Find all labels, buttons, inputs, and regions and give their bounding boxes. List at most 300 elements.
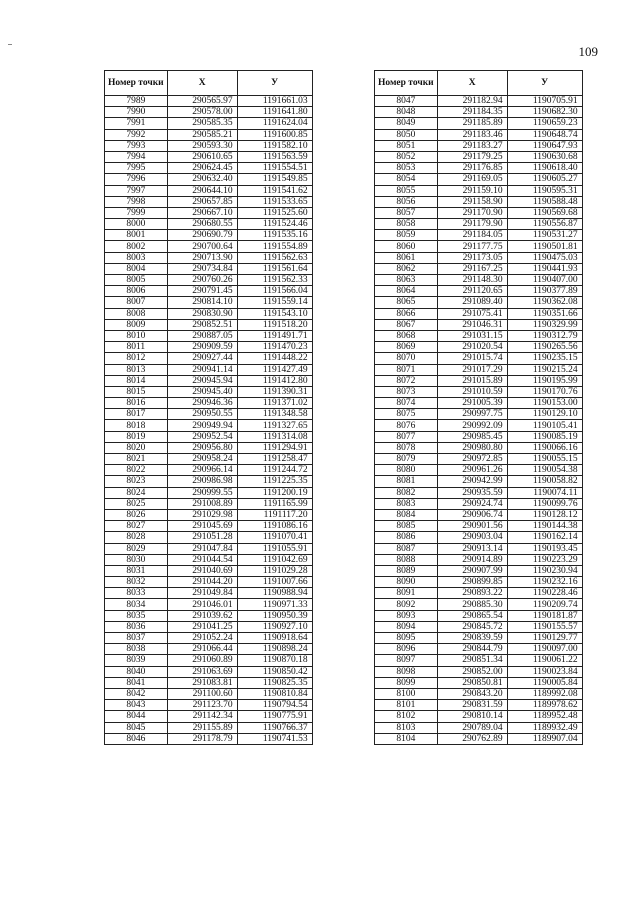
x-coordinate-cell: 290887.05 (167, 330, 237, 341)
x-coordinate-cell: 291044.54 (167, 554, 237, 565)
y-coordinate-cell: 1190228.46 (507, 588, 582, 599)
point-number-cell: 8100 (375, 688, 438, 699)
x-coordinate-cell: 291176.85 (437, 163, 507, 174)
table-row (375, 252, 583, 263)
y-coordinate-cell: 1190099.76 (507, 498, 582, 509)
x-coordinate-cell: 290945.40 (167, 386, 237, 397)
x-coordinate-cell: 290760.26 (167, 275, 237, 286)
x-coordinate-cell: 291075.41 (437, 308, 507, 319)
table-row (375, 386, 583, 397)
point-number-cell: 8075 (375, 409, 438, 420)
point-number-cell: 8089 (375, 565, 438, 576)
table-body-left (105, 96, 313, 745)
point-number-cell: 8024 (105, 487, 168, 498)
y-coordinate-cell: 1191641.80 (237, 107, 312, 118)
table-row (375, 588, 583, 599)
y-coordinate-cell: 1190630.68 (507, 151, 582, 162)
point-number-cell: 8023 (105, 476, 168, 487)
table-row (105, 431, 313, 442)
x-coordinate-cell: 290946.36 (167, 398, 237, 409)
point-number-cell: 8098 (375, 666, 438, 677)
point-number-cell: 8034 (105, 599, 168, 610)
table-row (105, 644, 313, 655)
point-number-cell: 8050 (375, 129, 438, 140)
y-coordinate-cell: 1190054.38 (507, 465, 582, 476)
y-coordinate-cell: 1190595.31 (507, 185, 582, 196)
table-row (105, 688, 313, 699)
x-coordinate-cell: 290961.26 (437, 465, 507, 476)
x-coordinate-cell: 290644.10 (167, 185, 237, 196)
point-number-cell: 8032 (105, 577, 168, 588)
x-coordinate-cell: 291020.54 (437, 342, 507, 353)
table-row (105, 509, 313, 520)
y-coordinate-cell: 1190605.27 (507, 174, 582, 185)
table-row (375, 543, 583, 554)
y-coordinate-cell: 1191200.19 (237, 487, 312, 498)
y-coordinate-cell: 1190659.23 (507, 118, 582, 129)
point-number-cell: 8058 (375, 219, 438, 230)
y-coordinate-cell: 1190647.93 (507, 140, 582, 151)
y-coordinate-cell: 1191559.14 (237, 297, 312, 308)
y-coordinate-cell: 1190362.08 (507, 297, 582, 308)
x-coordinate-cell: 290851.34 (437, 655, 507, 666)
table-row (375, 420, 583, 431)
table-row (375, 398, 583, 409)
y-coordinate-cell: 1189952.48 (507, 711, 582, 722)
table-row (375, 476, 583, 487)
table-row (375, 297, 583, 308)
y-coordinate-cell: 1191007.66 (237, 577, 312, 588)
x-coordinate-cell: 291060.89 (167, 655, 237, 666)
coordinates-table-left (104, 70, 313, 745)
y-coordinate-cell: 1190055.15 (507, 454, 582, 465)
table-row (375, 185, 583, 196)
table-row (105, 722, 313, 733)
point-number-cell: 8092 (375, 599, 438, 610)
x-coordinate-cell: 290942.99 (437, 476, 507, 487)
table-row (375, 107, 583, 118)
x-coordinate-cell: 291177.75 (437, 241, 507, 252)
x-coordinate-cell: 290952.54 (167, 431, 237, 442)
table-row (375, 655, 583, 666)
point-number-cell: 8008 (105, 308, 168, 319)
x-coordinate-cell: 290950.55 (167, 409, 237, 420)
point-number-cell: 8051 (375, 140, 438, 151)
x-coordinate-cell: 291167.25 (437, 263, 507, 274)
point-number-cell: 8057 (375, 207, 438, 218)
point-number-cell: 8067 (375, 319, 438, 330)
header-x: X (437, 71, 507, 96)
point-number-cell: 8093 (375, 610, 438, 621)
x-coordinate-cell: 290972.85 (437, 454, 507, 465)
x-coordinate-cell: 290657.85 (167, 196, 237, 207)
y-coordinate-cell: 1190898.24 (237, 644, 312, 655)
x-coordinate-cell: 291045.69 (167, 521, 237, 532)
table-row (105, 207, 313, 218)
point-number-cell: 8062 (375, 263, 438, 274)
x-coordinate-cell: 291183.46 (437, 129, 507, 140)
y-coordinate-cell: 1190023.84 (507, 666, 582, 677)
point-number-cell: 8028 (105, 532, 168, 543)
x-coordinate-cell: 290901.56 (437, 521, 507, 532)
point-number-cell: 8094 (375, 621, 438, 632)
x-coordinate-cell: 291173.05 (437, 252, 507, 263)
x-coordinate-cell: 290865.54 (437, 610, 507, 621)
table-row (375, 409, 583, 420)
x-coordinate-cell: 290839.59 (437, 633, 507, 644)
point-number-cell: 8079 (375, 454, 438, 465)
table-row (105, 140, 313, 151)
y-coordinate-cell: 1191258.47 (237, 454, 312, 465)
table-row (375, 330, 583, 341)
x-coordinate-cell: 290958.24 (167, 454, 237, 465)
y-coordinate-cell: 1190128.12 (507, 509, 582, 520)
table-row (375, 163, 583, 174)
x-coordinate-cell: 290585.35 (167, 118, 237, 129)
point-number-cell: 8096 (375, 644, 438, 655)
y-coordinate-cell: 1190950.39 (237, 610, 312, 621)
table-row (375, 644, 583, 655)
x-coordinate-cell: 290831.59 (437, 700, 507, 711)
table-row (375, 129, 583, 140)
table-row (375, 666, 583, 677)
y-coordinate-cell: 1191117.20 (237, 509, 312, 520)
point-number-cell: 8007 (105, 297, 168, 308)
point-number-cell: 8090 (375, 577, 438, 588)
y-coordinate-cell: 1190129.77 (507, 633, 582, 644)
x-coordinate-cell: 290956.80 (167, 442, 237, 453)
y-coordinate-cell: 1191055.91 (237, 543, 312, 554)
point-number-cell: 8054 (375, 174, 438, 185)
table-row (105, 230, 313, 241)
y-coordinate-cell: 1190870.18 (237, 655, 312, 666)
x-coordinate-cell: 291185.89 (437, 118, 507, 129)
x-coordinate-cell: 290789.04 (437, 722, 507, 733)
y-coordinate-cell: 1190794.54 (237, 700, 312, 711)
y-coordinate-cell: 1189978.62 (507, 700, 582, 711)
point-number-cell: 7991 (105, 118, 168, 129)
table-row (105, 633, 313, 644)
table-row (375, 319, 583, 330)
y-coordinate-cell: 1190144.38 (507, 521, 582, 532)
point-number-cell: 8074 (375, 398, 438, 409)
y-coordinate-cell: 1191554.89 (237, 241, 312, 252)
table-row (375, 621, 583, 632)
table-row (105, 577, 313, 588)
point-number-cell: 8037 (105, 633, 168, 644)
y-coordinate-cell: 1190741.53 (237, 733, 312, 744)
table-row (105, 565, 313, 576)
table-row (375, 353, 583, 364)
x-coordinate-cell: 290893.22 (437, 588, 507, 599)
table-row (105, 263, 313, 274)
x-coordinate-cell: 290791.45 (167, 286, 237, 297)
table-row (375, 554, 583, 565)
table-row (375, 700, 583, 711)
point-number-cell: 8013 (105, 364, 168, 375)
table-row (105, 398, 313, 409)
point-number-cell: 8003 (105, 252, 168, 263)
y-coordinate-cell: 1190588.48 (507, 196, 582, 207)
point-number-cell: 8041 (105, 677, 168, 688)
y-coordinate-cell: 1190209.74 (507, 599, 582, 610)
point-number-cell: 8029 (105, 543, 168, 554)
table-row (105, 286, 313, 297)
y-coordinate-cell: 1191348.58 (237, 409, 312, 420)
table-row (105, 454, 313, 465)
x-coordinate-cell: 290578.00 (167, 107, 237, 118)
point-number-cell: 8046 (105, 733, 168, 744)
table-row (105, 420, 313, 431)
point-number-cell: 8080 (375, 465, 438, 476)
x-coordinate-cell: 291040.69 (167, 565, 237, 576)
y-coordinate-cell: 1190501.81 (507, 241, 582, 252)
table-row (375, 364, 583, 375)
header-point-number: Номер точки (375, 71, 438, 96)
table-row (375, 465, 583, 476)
point-number-cell: 8076 (375, 420, 438, 431)
table-row (375, 722, 583, 733)
y-coordinate-cell: 1190475.03 (507, 252, 582, 263)
table-row (375, 633, 583, 644)
point-number-cell: 8047 (375, 96, 438, 107)
x-coordinate-cell: 291100.60 (167, 688, 237, 699)
point-number-cell: 8045 (105, 722, 168, 733)
point-number-cell: 8063 (375, 275, 438, 286)
x-coordinate-cell: 291155.89 (167, 722, 237, 733)
table-row (105, 621, 313, 632)
x-coordinate-cell: 291158.90 (437, 196, 507, 207)
point-number-cell: 7996 (105, 174, 168, 185)
table-row (105, 498, 313, 509)
x-coordinate-cell: 291046.01 (167, 599, 237, 610)
x-coordinate-cell: 291123.70 (167, 700, 237, 711)
y-coordinate-cell: 1191086.16 (237, 521, 312, 532)
point-number-cell: 8027 (105, 521, 168, 532)
point-number-cell: 8102 (375, 711, 438, 722)
y-coordinate-cell: 1190265.56 (507, 342, 582, 353)
y-coordinate-cell: 1190153.00 (507, 398, 582, 409)
table-row (105, 174, 313, 185)
x-coordinate-cell: 290632.40 (167, 174, 237, 185)
table-row (105, 599, 313, 610)
table-row (375, 342, 583, 353)
y-coordinate-cell: 1190988.94 (237, 588, 312, 599)
x-coordinate-cell: 290999.55 (167, 487, 237, 498)
x-coordinate-cell: 291051.28 (167, 532, 237, 543)
table-row (375, 688, 583, 699)
y-coordinate-cell: 1191561.64 (237, 263, 312, 274)
table-row (105, 588, 313, 599)
x-coordinate-cell: 291049.84 (167, 588, 237, 599)
x-coordinate-cell: 291029.98 (167, 509, 237, 520)
x-coordinate-cell: 290941.14 (167, 364, 237, 375)
point-number-cell: 8049 (375, 118, 438, 129)
x-coordinate-cell: 291183.27 (437, 140, 507, 151)
x-coordinate-cell: 291063.69 (167, 666, 237, 677)
y-coordinate-cell: 1190195.99 (507, 375, 582, 386)
y-coordinate-cell: 1189932.49 (507, 722, 582, 733)
y-coordinate-cell: 1190329.99 (507, 319, 582, 330)
y-coordinate-cell: 1191448.22 (237, 353, 312, 364)
y-coordinate-cell: 1190441.93 (507, 263, 582, 274)
point-number-cell: 8073 (375, 386, 438, 397)
point-number-cell: 8104 (375, 733, 438, 744)
y-coordinate-cell: 1190825.35 (237, 677, 312, 688)
table-row (105, 129, 313, 140)
point-number-cell: 8043 (105, 700, 168, 711)
y-coordinate-cell: 1191661.03 (237, 96, 312, 107)
x-coordinate-cell: 291066.44 (167, 644, 237, 655)
y-coordinate-cell: 1190918.64 (237, 633, 312, 644)
point-number-cell: 8016 (105, 398, 168, 409)
table-row (375, 308, 583, 319)
table-row (375, 207, 583, 218)
point-number-cell: 8017 (105, 409, 168, 420)
x-coordinate-cell: 290913.14 (437, 543, 507, 554)
table-row (105, 275, 313, 286)
point-number-cell: 8091 (375, 588, 438, 599)
y-coordinate-cell: 1190005.84 (507, 677, 582, 688)
point-number-cell: 8039 (105, 655, 168, 666)
table-row (105, 330, 313, 341)
table-row (105, 364, 313, 375)
x-coordinate-cell: 291148.30 (437, 275, 507, 286)
table-row (105, 297, 313, 308)
table-row (105, 677, 313, 688)
table-row (375, 532, 583, 543)
y-coordinate-cell: 1191314.08 (237, 431, 312, 442)
y-coordinate-cell: 1190775.91 (237, 711, 312, 722)
y-coordinate-cell: 1191518.20 (237, 319, 312, 330)
point-number-cell: 8015 (105, 386, 168, 397)
table-row (105, 476, 313, 487)
y-coordinate-cell: 1190105.41 (507, 420, 582, 431)
point-number-cell: 8006 (105, 286, 168, 297)
y-coordinate-cell: 1190351.66 (507, 308, 582, 319)
x-coordinate-cell: 291052.24 (167, 633, 237, 644)
point-number-cell: 8018 (105, 420, 168, 431)
table-row (375, 599, 583, 610)
point-number-cell: 7994 (105, 151, 168, 162)
point-number-cell: 8053 (375, 163, 438, 174)
table-row (105, 666, 313, 677)
table-header-row (375, 71, 583, 96)
point-number-cell: 8040 (105, 666, 168, 677)
x-coordinate-cell: 291005.39 (437, 398, 507, 409)
y-coordinate-cell: 1191563.59 (237, 151, 312, 162)
y-coordinate-cell: 1190850.42 (237, 666, 312, 677)
point-number-cell: 8038 (105, 644, 168, 655)
point-number-cell: 8031 (105, 565, 168, 576)
x-coordinate-cell: 290966.14 (167, 465, 237, 476)
y-coordinate-cell: 1190377.89 (507, 286, 582, 297)
x-coordinate-cell: 290593.30 (167, 140, 237, 151)
point-number-cell: 8060 (375, 241, 438, 252)
table-row (375, 610, 583, 621)
table-row (375, 196, 583, 207)
table-row (375, 263, 583, 274)
x-coordinate-cell: 291089.40 (437, 297, 507, 308)
y-coordinate-cell: 1190556.87 (507, 219, 582, 230)
point-number-cell: 8004 (105, 263, 168, 274)
header-y: У (237, 71, 312, 96)
page-number: 109 (578, 44, 598, 59)
x-coordinate-cell: 290734.84 (167, 263, 237, 274)
table-row (105, 252, 313, 263)
point-number-cell: 8030 (105, 554, 168, 565)
table-row (105, 442, 313, 453)
y-coordinate-cell: 1190312.79 (507, 330, 582, 341)
header-point-number: Номер точки (105, 71, 168, 96)
point-number-cell: 8087 (375, 543, 438, 554)
y-coordinate-cell: 1190618.40 (507, 163, 582, 174)
x-coordinate-cell: 290907.99 (437, 565, 507, 576)
x-coordinate-cell: 290852.51 (167, 319, 237, 330)
point-number-cell: 8101 (375, 700, 438, 711)
x-coordinate-cell: 290906.74 (437, 509, 507, 520)
x-coordinate-cell: 291047.84 (167, 543, 237, 554)
x-coordinate-cell: 291017.29 (437, 364, 507, 375)
y-coordinate-cell: 1190407.00 (507, 275, 582, 286)
x-coordinate-cell: 290909.59 (167, 342, 237, 353)
x-coordinate-cell: 290690.79 (167, 230, 237, 241)
point-number-cell: 7989 (105, 96, 168, 107)
x-coordinate-cell: 290667.10 (167, 207, 237, 218)
point-number-cell: 8011 (105, 342, 168, 353)
table-header-row (105, 71, 313, 96)
x-coordinate-cell: 290624.45 (167, 163, 237, 174)
table-row (105, 532, 313, 543)
header-x: X (167, 71, 237, 96)
table-row (375, 140, 583, 151)
table-row (105, 353, 313, 364)
header-y: У (507, 71, 582, 96)
x-coordinate-cell: 291044.20 (167, 577, 237, 588)
table-row (375, 286, 583, 297)
y-coordinate-cell: 1190129.10 (507, 409, 582, 420)
point-number-cell: 8083 (375, 498, 438, 509)
y-coordinate-cell: 1190766.37 (237, 722, 312, 733)
y-coordinate-cell: 1190927.10 (237, 621, 312, 632)
y-coordinate-cell: 1191327.65 (237, 420, 312, 431)
x-coordinate-cell: 290565.97 (167, 96, 237, 107)
point-number-cell: 8014 (105, 375, 168, 386)
x-coordinate-cell: 291008.89 (167, 498, 237, 509)
y-coordinate-cell: 1190066.16 (507, 442, 582, 453)
x-coordinate-cell: 291046.31 (437, 319, 507, 330)
point-number-cell: 7992 (105, 129, 168, 140)
y-coordinate-cell: 1191244.72 (237, 465, 312, 476)
point-number-cell: 8009 (105, 319, 168, 330)
point-number-cell: 7995 (105, 163, 168, 174)
table-row (375, 711, 583, 722)
x-coordinate-cell: 290810.14 (437, 711, 507, 722)
point-number-cell: 8042 (105, 688, 168, 699)
x-coordinate-cell: 291015.74 (437, 353, 507, 364)
table-body-right (375, 96, 583, 745)
table-row (375, 96, 583, 107)
y-coordinate-cell: 1190705.91 (507, 96, 582, 107)
y-coordinate-cell: 1191562.63 (237, 252, 312, 263)
table-row (105, 163, 313, 174)
y-coordinate-cell: 1191535.16 (237, 230, 312, 241)
table-row (375, 487, 583, 498)
y-coordinate-cell: 1191582.10 (237, 140, 312, 151)
table-row (375, 174, 583, 185)
x-coordinate-cell: 291184.35 (437, 107, 507, 118)
table-row (105, 118, 313, 129)
